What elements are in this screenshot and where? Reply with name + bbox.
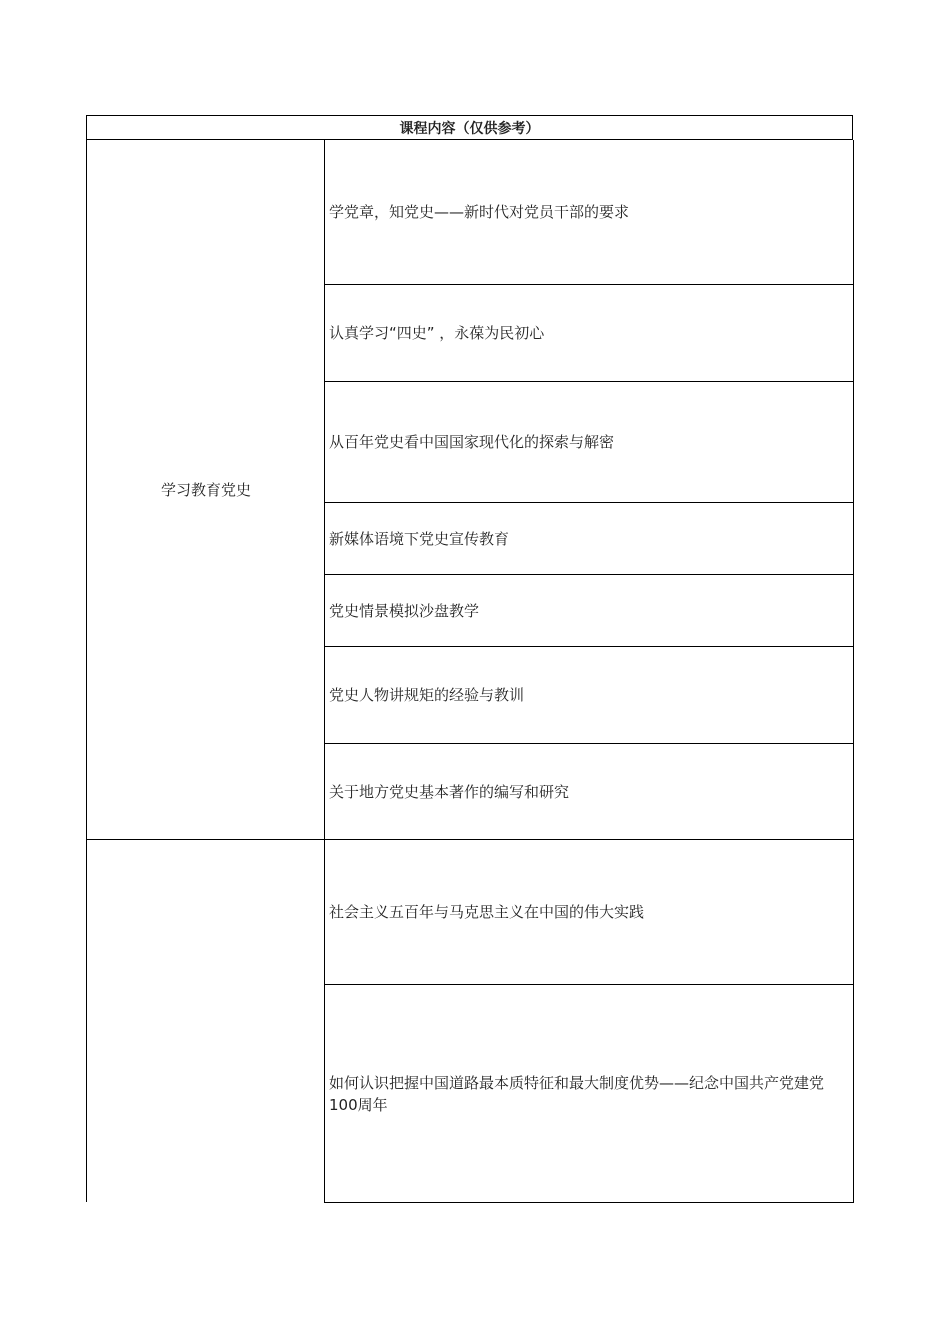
course-row xyxy=(324,382,854,503)
course-row xyxy=(324,285,854,382)
course-title: 如何认识把握中国道路最本质特征和最大制度优势——纪念中国共产党建党100周年 xyxy=(329,1073,825,1114)
course-title: 关于地方党史基本著作的编写和研究 xyxy=(329,782,570,801)
course-row xyxy=(324,744,854,840)
course-row xyxy=(324,140,854,285)
table-header: 课程内容（仅供参考） xyxy=(86,115,853,140)
course-title: 党史情景模拟沙盘教学 xyxy=(329,601,480,620)
course-title: 从百年党史看中国国家现代化的探索与解密 xyxy=(329,433,615,451)
course-title: 新媒体语境下党史宣传教育 xyxy=(329,529,510,548)
category-cell-continued xyxy=(86,840,325,1202)
course-row xyxy=(324,985,854,1203)
category-cell-party-history xyxy=(86,140,325,840)
course-row xyxy=(324,840,854,985)
course-title: 党史人物讲规矩的经验与教训 xyxy=(329,686,525,704)
course-title: 学党章，知党史——新时代对党员干部的要求 xyxy=(329,203,630,221)
course-row xyxy=(324,575,854,647)
category-label: 学习教育党史 xyxy=(160,481,251,499)
course-row xyxy=(324,503,854,575)
course-title: 社会主义五百年与马克思主义在中国的伟大实践 xyxy=(329,903,645,921)
course-row xyxy=(324,647,854,744)
course-title: 认真学习“四史” ，永葆为民初心 xyxy=(329,324,545,342)
